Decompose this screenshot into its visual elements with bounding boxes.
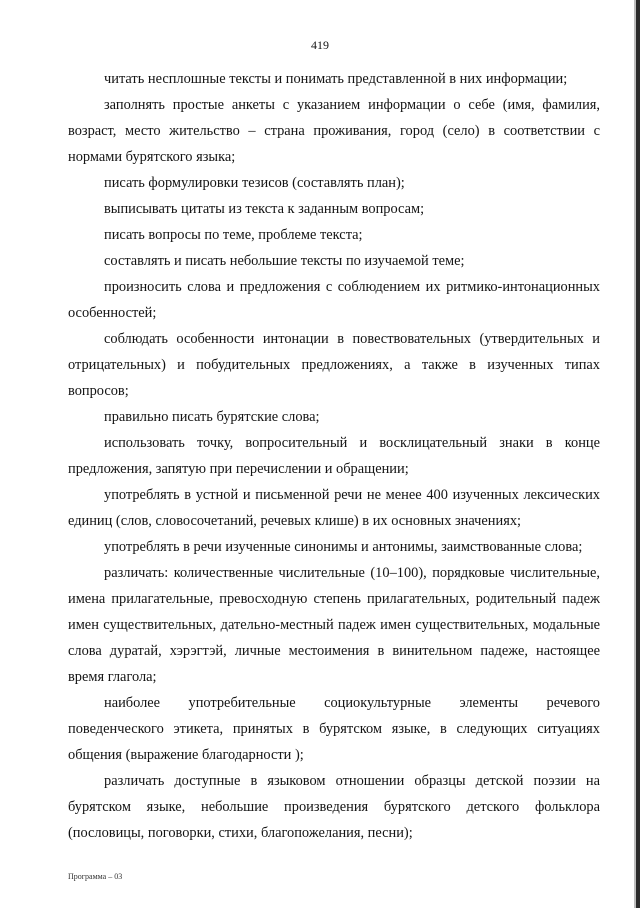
paragraph: заполнять простые анкеты с указанием информации о себе (имя, фамилия, возраст, место жительство – страна проживания, город (село) в соответствии с нормами бурятского языка; bbox=[68, 97, 600, 165]
scan-edge bbox=[636, 0, 640, 908]
paragraph: выписывать цитаты из текста к заданным вопросам; bbox=[104, 201, 425, 217]
paragraph: составлять и писать небольшие тексты по изучаемой теме; bbox=[104, 253, 465, 269]
paragraph: употреблять в речи изученные синонимы и антонимы, заимствованные слова; bbox=[104, 539, 583, 555]
paragraph: соблюдать особенности интонации в повествовательных (утвердительных и отрицательных) и побудительных предложениях, а также в изученных типах вопросов; bbox=[68, 331, 600, 399]
footer-label: Программа – 03 bbox=[68, 872, 123, 881]
paragraph: наиболее употребительные социокультурные элементы речевого поведенческого этикета, принятых в бурятском языке, в следующих ситуациях общения (выражение благодарности ); bbox=[68, 695, 600, 763]
paragraph: правильно писать бурятские слова; bbox=[104, 409, 320, 425]
page-number: 419 bbox=[311, 38, 329, 52]
paragraph: различать доступные в языковом отношении образцы детской поэзии на бурятском языке, небольшие произведения бурятского детского фольклора (пословицы, поговорки, стихи, благопожелания, песни); bbox=[68, 773, 600, 841]
paragraph: употреблять в устной и письменной речи не менее 400 изученных лексических единиц (слов, словосочетаний, речевых клише) в их основных значениях; bbox=[68, 487, 600, 529]
body-text bbox=[68, 66, 600, 846]
paragraph: читать несплошные тексты и понимать представленной в них информации; bbox=[104, 71, 568, 87]
paragraph: писать формулировки тезисов (составлять план); bbox=[104, 175, 405, 191]
paragraph: различать: количественные числительные (10–100), порядковые числительные, имена прилагательные, превосходную степень прилагательных, родительный падеж имен существительных, дательно-местный падеж имен существительных, модальные слова дуратай, хэрэгтэй, личные местоимения в винительном падеже, настоящее время глагола; bbox=[68, 565, 600, 685]
paragraph: писать вопросы по теме, проблеме текста; bbox=[104, 227, 363, 243]
paragraph: произносить слова и предложения с соблюдением их ритмико-интонационных особенностей; bbox=[68, 279, 600, 321]
paragraph: использовать точку, вопросительный и восклицательный знаки в конце предложения, запятую при перечислении и обращении; bbox=[68, 435, 600, 477]
